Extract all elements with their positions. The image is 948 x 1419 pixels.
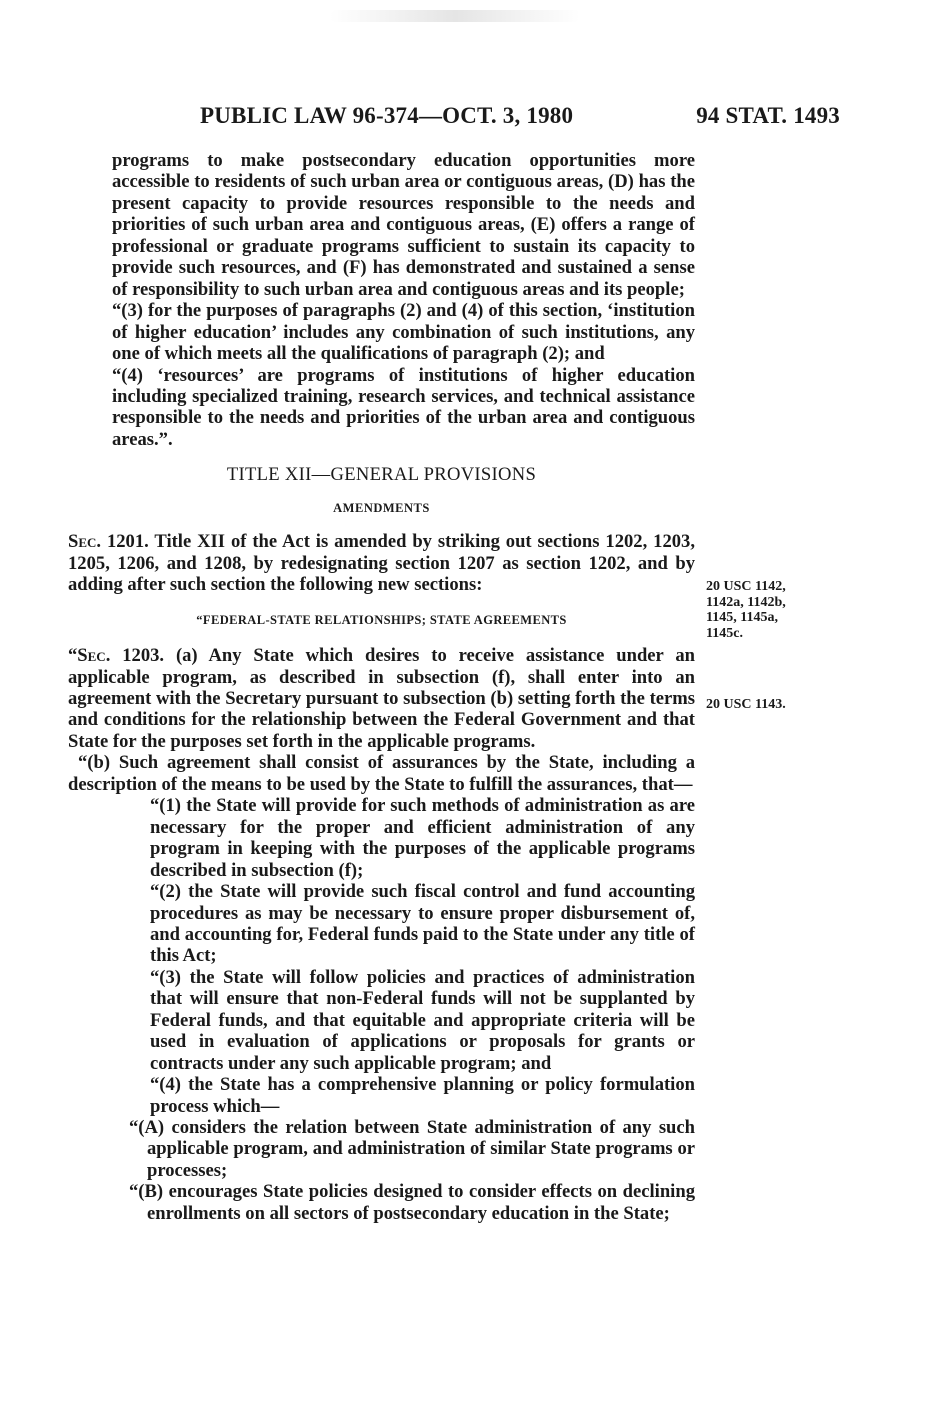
definitions-block [68,300,695,450]
section-label: Sec [77,645,106,667]
clause-a: “(A) considers the relation between State administration of any such applicable program, and administration of similar State programs or processes; [129,1117,695,1181]
assurances-list [68,795,695,1117]
federal-state-heading: “FEDERAL-STATE RELATIONSHIPS; STATE AGREEMENTS [196,612,567,627]
header-citation: PUBLIC LAW 96-374—OCT. 3, 1980 [200,103,574,128]
paragraph-3: “(3) for the purposes of paragraphs (2) and (4) of this section, ‘institution of higher education’ includes any combination of such institutions, any one of which meets all the qualifications of paragraph (2); and [112,300,695,365]
section-1201-text: . 1201. Title XII of the Act is amended by striking out sections 1202, 1203, 1205, 1206, and 1208, by redesignating section 1207 as section 1202, and by adding after such section the following new sections: [68,531,695,596]
clause-b: “(B) encourages State policies designed to consider effects on declining enrollments on all sectors of postsecondary education in the State; [129,1181,695,1224]
body-text [68,150,695,1224]
assurance-2: “(2) the State will provide such fiscal control and fund accounting procedures as may be necessary to ensure proper disbursement of, and accounting for, Federal funds paid to the State under any title of this Act; [150,881,695,967]
paragraph-4: “(4) ‘resources’ are programs of institutions of higher education including specialized training, research services, and technical assistance responsible to the needs and priorities of the urban area and contiguous areas.”. [112,364,695,450]
assurance-1: “(1) the State will provide for such methods of administration as are necessary for the proper and efficient administration of any program in keeping with the purposes of the applicable programs described in subsection (f); [150,795,695,881]
amendments-heading: AMENDMENTS [333,500,430,515]
section-label: Sec [68,531,97,553]
subsection-b: “(b) Such agreement shall consist of assurances by the State, including a description of the means to be used by the State to fulfill the assurances, that— [68,752,695,795]
page-header [200,103,850,139]
scan-smudge [330,10,580,22]
title-heading: TITLE XII—GENERAL PROVISIONS [226,464,537,486]
section-1203-a-text: . 1203. (a) Any State which desires to receive assistance under an applicable program, as described in subsection (f), shall enter into an agreement with the Secretary pursuant to subsection (b) setting forth the terms and conditions for the relationship between the Federal Government and that State for the purposes set forth in the applicable programs. [68,645,695,752]
assurance-3: “(3) the State will follow policies and practices of administration that will ensure that non-Federal funds will not be supplanted by Federal funds, and that equitable and appropriate criteria will be used in evaluation of applications or proposals for grants or contracts under any such applicable program; and [150,966,695,1074]
open-quote: “ [68,645,78,667]
header-page-number: 94 STAT. 1493 [696,103,840,128]
margin-citation-2: 20 USC 1143. [706,697,786,712]
planning-process-list [68,1117,695,1224]
section-1203-a [68,645,695,752]
assurance-4: “(4) the State has a comprehensive planning or policy formulation process which— [150,1074,695,1117]
section-1201 [68,531,695,595]
margin-citation-1: 20 USC 1142, 1142a, 1142b, 1145, 1145a, 1145c. [706,579,786,641]
continued-paragraph: programs to make postsecondary education opportunities more accessible to residents of such urban area or contiguous areas, (D) has the present capacity to provide resources responsible to the needs and priorities of such urban area and contiguous areas, (E) offers a range of professional or graduate programs sufficient to sustain its capacity to provide such resources, and (F) has demonstrated and sustained a sense of responsibility to such urban area and contiguous areas and its people; [112,150,695,300]
